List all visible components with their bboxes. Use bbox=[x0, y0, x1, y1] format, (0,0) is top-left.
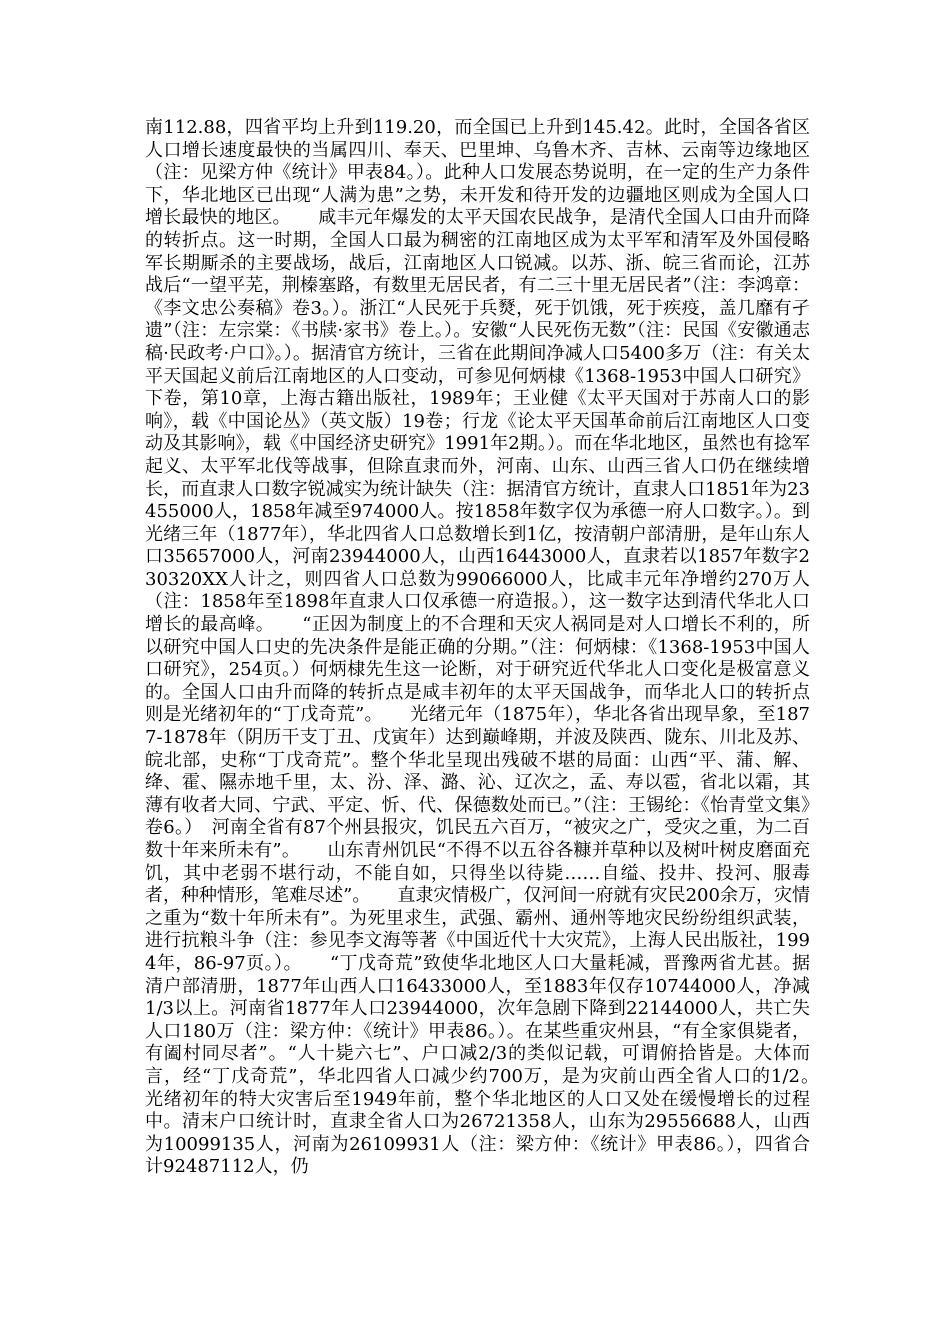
body-paragraph: 南112.88，四省平均上升到119.20，而全国已上升到145.42。此时，全国各省区人口增长速度最快的当属四川、奉天、巴里坤、乌鲁木齐、吉林、云南等边缘地区（注：见梁方仲《统计》甲表84。）。此种人口发展态势说明，在一定的生产力条件下，华北地区已出现“人满为患”之势，未开发和待开发的边疆地区则成为全国人口增长最快的地区。 咸丰元年爆发的太平天国农民战争，是清代全国人口由升而降的转折点。这一时期，全国人口最为稠密的江南地区成为太平军和清军及外国侵略军长期厮杀的主要战场，战后，江南地区人口锐减。以苏、浙、皖三省而论，江苏战后“一望平芜，荆榛塞路，有数里无居民者，有二三十里无居民者”（注：李鸿章：《李文忠公奏稿》卷3。）。浙江“人民死于兵燹，死于饥饿，死于疾疫，盖几靡有孑遗”（注：左宗棠：《书牍·家书》卷上。）。安徽“人民死伤无数”（注：民国《安徽通志稿·民政考·户口》。）。据清官方统计，三省在此期间净减人口5400多万（注：有关太平天国起义前后江南地区的人口变动，可参见何炳棣《1368-1953中国人口研究》下卷，第10章，上海古籍出版社，1989年；王业健《太平天国对于苏南人口的影响》，载《中国论丛》（英文版）19卷；行龙《论太平天国革命前后江南地区人口变动及其影响》，载《中国经济史研究》1991年2期。）。而在华北地区，虽然也有捻军起义、太平军北伐等战事，但除直隶而外，河南、山东、山西三省人口仍在继续增长，而直隶人口数字锐减实为统计缺失（注：据清官方统计，直隶人口1851年为23455000人，1858年减至974000人。按1858年数字仅为承德一府人口数字。）。到光绪三年（1877年），华北四省人口总数增长到1亿，按清朝户部清册，是年山东人口35657000人，河南23944000人，山西16443000人，直隶若以1857年数字230320XX人计之，则四省人口总数为99066000人，比咸丰元年净增约270万人（注：1858年至1898年直隶人口仅承德一府造报。），这一数字达到清代华北人口增长的最高峰。 “正因为制度上的不合理和天灾人祸同是对人口增长不利的，所以研究中国人口史的先决条件是能正确的分期。”（注：何炳棣：《1368-1953中国人口研究》，254页。）何炳棣先生这一论断，对于研究近代华北人口变化是极富意义的。全国人口由升而降的转折点是咸丰初年的太平天国战争，而华北人口的转折点则是光绪初年的“丁戊奇荒”。 光绪元年（1875年），华北各省出现旱象，至1877-1878年（阴历干支丁丑、戊寅年）达到巅峰期，并波及陕西、陇东、川北及苏、皖北部，史称“丁戊奇荒”。整个华北呈现出残破不堪的局面：山西“平、蒲、解、绛、霍、隰赤地千里，太、汾、泽、潞、沁、辽次之，孟、寿以雹，省北以霜，其薄有收者大同、宁武、平定、忻、代、保德数处而已。”（注：王锡纶：《怡青堂文集》卷6。） 河南全省有87个州县报灾，饥民五六百万，“被灾之广，受灾之重，为二百数十年来所未有”。 山东青州饥民“不得不以五谷各糠并草种以及树叶树皮磨面充饥，其中老弱不堪行动，不能自如，只得坐以待毙……自缢、投井、投河、服毒者，种种情形，笔难尽述”。 直隶灾情极广，仅河间一府就有灾民200余万，灾情之重为“数十年所未有”。为死里求生，武强、霸州、通州等地灾民纷纷组织武装，进行抗粮斗争（注：参见李文海等著《中国近代十大灾荒》，上海人民出版社，1994年，86-97页。）。 “丁戊奇荒”致使华北地区人口大量耗减，晋豫两省尤甚。据清户部清册，1877年山西人口16433000人，至1883年仅存10744000人，净减1/3以上。河南省1877年人口23944000，次年急剧下降到22144000人，共亡失人口180万（注：梁方仲：《统计》甲表86。）。在某些重灾州县，“有全家俱毙者，有阖村同尽者”。“人十毙六七”、户口减2/3的类似记载，可谓俯拾皆是。大体而言，经“丁戊奇荒”，华北四省人口减少约700万，是为灾前山西全省人口的1/2。 光绪初年的特大灾害后至1949年前，整个华北地区的人口又处在缓慢增长的过程中。清末户口统计时，直隶全省人口为26721358人，山东为29556688人，山西为10099135人，河南为26109931人（注：梁方仲：《统计》甲表86。），四省合计92487112人，仍 bbox=[145, 117, 846, 1178]
